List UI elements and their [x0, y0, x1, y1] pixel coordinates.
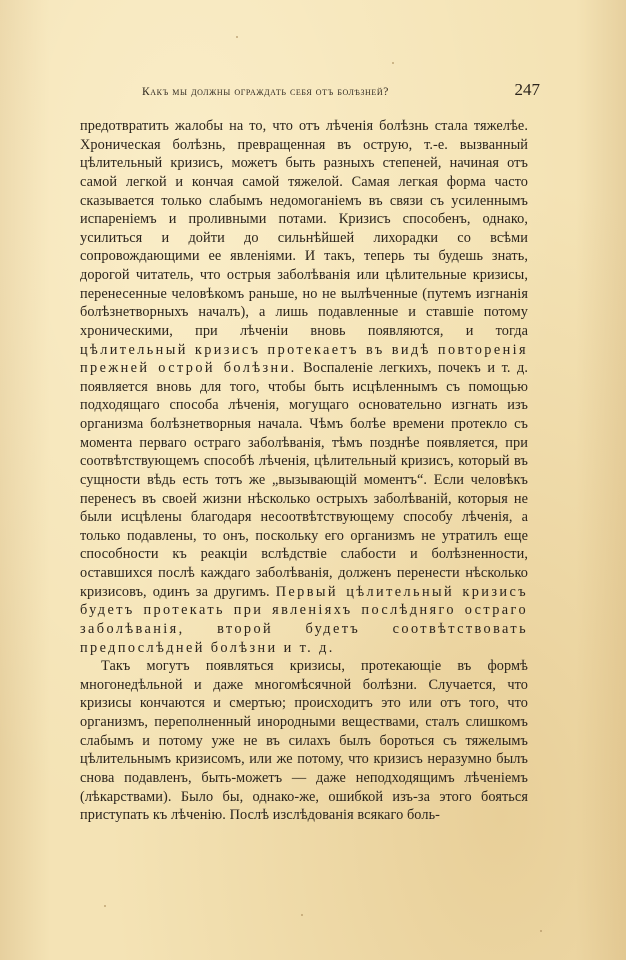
emphasized-text: Первый цѣлительный кризисъ будетъ протекать при явленіяхъ послѣдняго остраго заболѣванія, второй будетъ соотвѣтствовать предпослѣдней болѣзни и т. д.	[80, 583, 528, 656]
page-number: 247	[514, 80, 540, 99]
running-header	[80, 80, 540, 102]
paper-speck	[301, 914, 303, 916]
paper-speck	[540, 930, 542, 932]
paragraph	[80, 117, 528, 657]
running-title: Какъ мы должны ограждать себя отъ болѣзней?	[142, 86, 390, 98]
body-text	[80, 117, 528, 825]
paper-speck	[392, 62, 394, 64]
emphasized-text: цѣлительный кризисъ протекаетъ въ видѣ повторенія прежней острой болѣзни.	[80, 341, 528, 377]
text-run: предотвратить жалобы на то, что отъ лѣченія болѣзнь стала тяжелѣе. Хроническая болѣзнь, превращенная въ острую, т.-е. вызванный цѣлительный кризисъ, можетъ быть разныхъ степеней, начиная отъ самой легкой и кончая самой тяжелой. Самая легкая форма часто сказывается только слабымъ недомоганіемъ въ связи съ усиленнымъ испареніемъ и проливными потами. Кризисъ способенъ, однако, усилиться и дойти до сильнѣйшей лихорадки со всѣми сопровождающими ее явленіями. И такъ, теперь ты будешь знать, дорогой читатель, что острыя заболѣванія или цѣлительные кризисы, перенесенные человѣкомъ раньше, но не вылѣченные (путемъ изгнанія болѣзнетворныхъ началъ), а лишь подавленные и ставшіе потому хроническими, при лѣченіи вновь появляются, и тогда	[80, 118, 528, 339]
paper-speck	[236, 36, 238, 38]
paper-speck	[104, 905, 106, 907]
text-run: Воспаленіе легкихъ, почекъ и т. д. появляется вновь для того, чтобы быть исцѣленнымъ съ помощью подходящаго способа лѣченія, могущаго основательно изгнать изъ организма болѣзнетворныя начала. Чѣмъ болѣе времени протекло съ момента перваго остраго заболѣванія, тѣмъ позднѣе появляется, при соотвѣтствующемъ способѣ лѣченія, цѣлительный кризисъ, который въ сущности вѣдь есть тотъ же „вызывающій моментъ“. Если человѣкъ перенесъ въ своей жизни нѣсколько острыхъ заболѣваній, которыя не были исцѣлены благодаря несоотвѣтствующему способу лѣченія, а только подавлены, то онъ, поскольку его организмъ не утратилъ еще способности къ реакціи вслѣдствіе слабости и болѣзненности, оставшихся послѣ каждаго заболѣванія, долженъ перенести нѣсколько кризисовъ, одинъ за другимъ.	[80, 360, 528, 600]
paragraph: Такъ могутъ появляться кризисы, протекающіе въ формѣ многонедѣльной и даже многомѣсячной болѣзни. Случается, что кризисы кончаются и смертью; происходитъ это или отъ того, что организмъ, переполненный инородными веществами, сталъ слишкомъ слабымъ и потому уже не въ силахъ былъ бороться съ тяжелымъ цѣлительнымъ кризисомъ, или же потому, что кризисъ неразумно былъ снова подавленъ, быть-можетъ — даже неподходящимъ лѣченіемъ (лѣкарствами). Было бы, однако-же, ошибкой изъ-за этого бояться приступать къ лѣченію. Послѣ изслѣдованія всякаго боль-	[80, 658, 528, 824]
